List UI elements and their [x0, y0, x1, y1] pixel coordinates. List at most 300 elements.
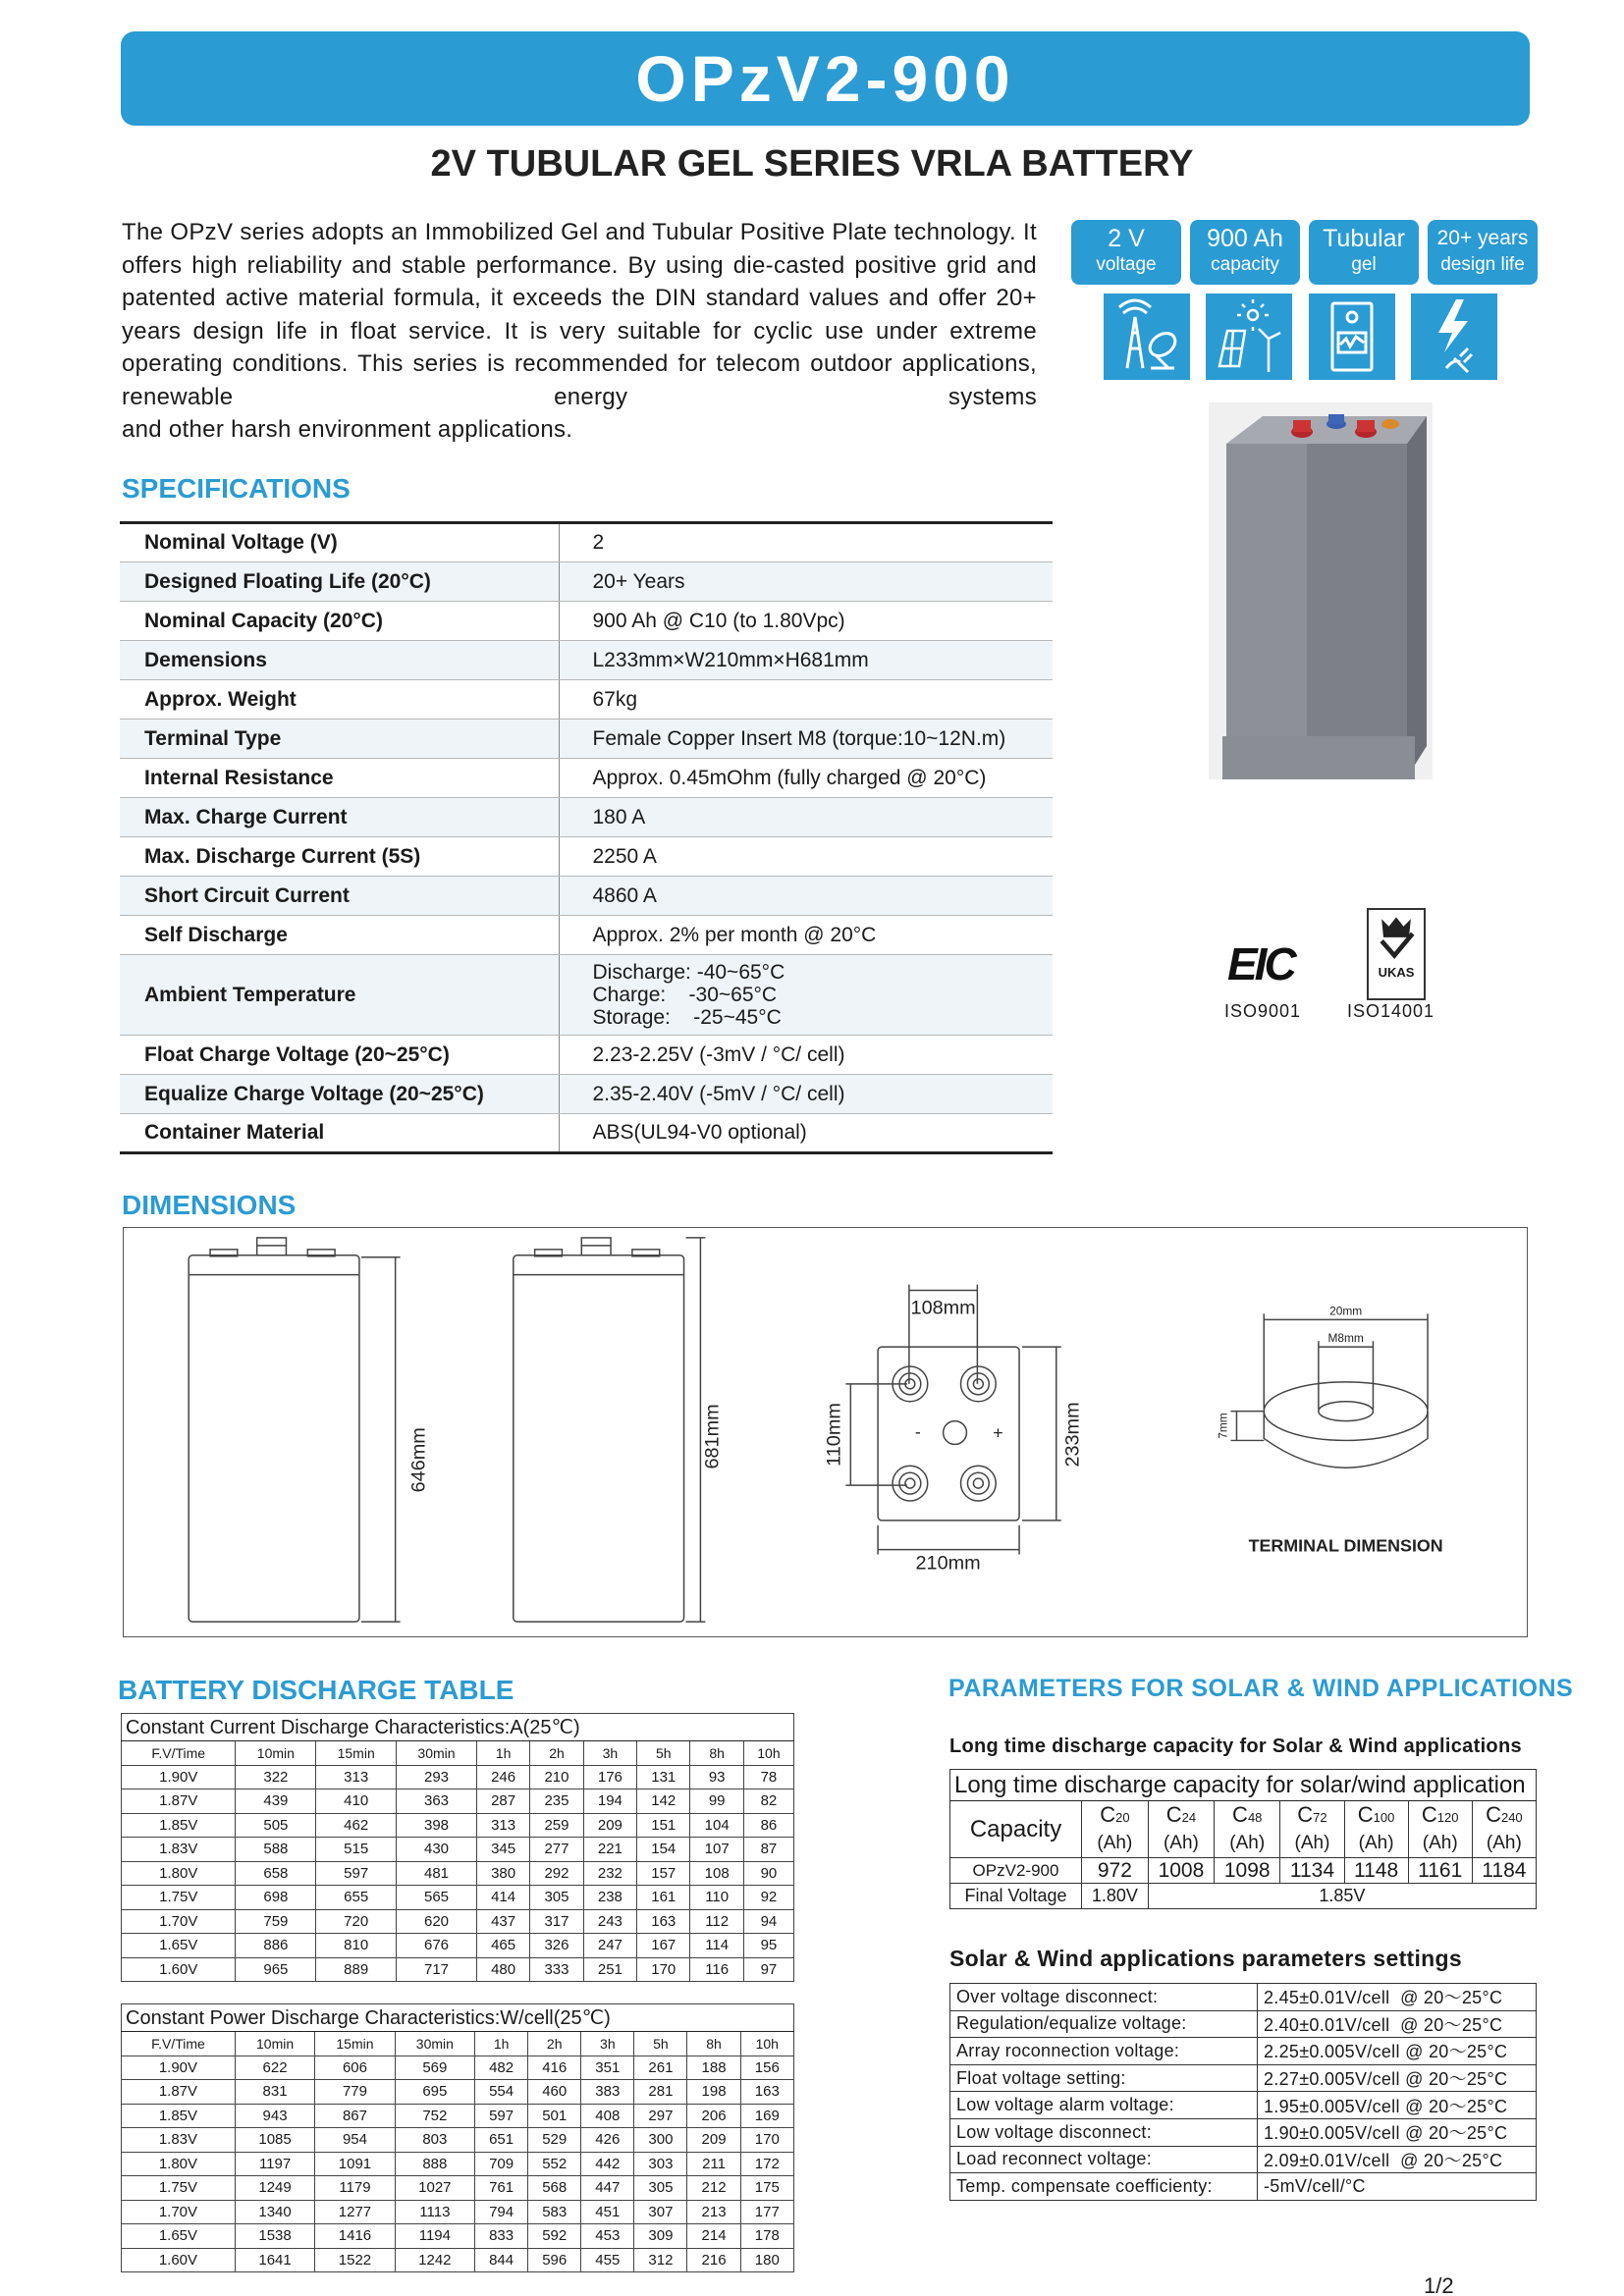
param-row	[950, 2010, 1537, 2038]
table-header: 5h	[637, 1741, 690, 1766]
dim-width: 210mm	[915, 1552, 981, 1575]
table-cell: 501	[528, 2104, 581, 2128]
table-row	[122, 1813, 794, 1838]
table-cell: 383	[581, 2080, 634, 2105]
table-header: 8h	[687, 2032, 740, 2056]
spec-row	[120, 1036, 1053, 1075]
capacity-model: OPzV2-900	[950, 1858, 1082, 1884]
table-cell: 78	[743, 1765, 793, 1789]
spec-key: Max. Charge Current	[120, 798, 559, 837]
table-cell: 194	[583, 1789, 636, 1814]
table-cell: 1194	[395, 2224, 474, 2249]
dim-depth: 233mm	[1061, 1402, 1084, 1468]
solar-wind-icon	[1206, 294, 1292, 380]
spec-value: ABS(UL94-V0 optional)	[559, 1114, 1053, 1153]
spec-key: Short Circuit Current	[120, 877, 559, 916]
table-cell: 259	[530, 1813, 583, 1838]
table-header: 10h	[740, 2032, 793, 2056]
lightning-plug-icon	[1411, 294, 1497, 380]
table-cell: 175	[740, 2176, 793, 2201]
specifications-heading: SPECIFICATIONS	[122, 473, 351, 504]
table-cell: 261	[634, 2056, 687, 2080]
table-cell: 97	[743, 1957, 793, 1982]
param-row	[950, 1984, 1537, 2011]
table-cell: 588	[236, 1838, 316, 1862]
param-value: 1.90±0.005V/cell @ 20～25°C	[1258, 2118, 1537, 2146]
table-cell: 408	[581, 2104, 634, 2128]
table-cell: 1.60V	[122, 1957, 236, 1982]
table-cell: 505	[236, 1813, 316, 1838]
table-cell: 293	[397, 1765, 477, 1789]
spec-value: 20+ Years	[559, 562, 1053, 602]
spec-key: Internal Resistance	[120, 759, 559, 798]
table-row	[122, 2128, 794, 2153]
capacity-label: Capacity	[950, 1801, 1082, 1858]
table-cell: 1.85V	[122, 2104, 236, 2128]
spec-key: Equalize Charge Voltage (20~25°C)	[120, 1075, 559, 1114]
table-cell: 597	[316, 1861, 397, 1886]
ukas-logo: UKAS	[1367, 908, 1426, 1000]
table-cell: 1.75V	[122, 2176, 236, 2201]
table-cell: 172	[740, 2152, 793, 2176]
table-cell: 455	[581, 2248, 634, 2272]
table-cell: 1249	[235, 2176, 314, 2201]
spec-row	[120, 759, 1053, 798]
table-cell: 211	[687, 2152, 740, 2176]
table-cell: 142	[637, 1789, 690, 1814]
table-cell: 1538	[235, 2224, 314, 2249]
table-cell: 439	[236, 1789, 316, 1814]
table-cell: 482	[475, 2056, 528, 2080]
table-cell: 326	[530, 1934, 583, 1958]
spec-row	[120, 680, 1053, 720]
spec-value: Approx. 2% per month @ 20°C	[559, 916, 1053, 955]
table-cell: 442	[581, 2152, 634, 2176]
table-cell: 1.87V	[122, 2080, 236, 2105]
table-cell: 844	[475, 2248, 528, 2272]
table-header: 5h	[634, 2032, 687, 2056]
table-cell: 1.65V	[122, 2224, 236, 2249]
table-cell: 698	[236, 1886, 316, 1910]
table-cell: 114	[690, 1934, 743, 1958]
feature-capacity: 900 Ah capacity	[1190, 220, 1300, 285]
dim-side-height: 110mm	[823, 1403, 845, 1467]
table-cell: 307	[634, 2200, 687, 2224]
table-row	[122, 1934, 794, 1958]
capacity-value: 1008	[1148, 1858, 1214, 1884]
table-cell: 305	[634, 2176, 687, 2201]
table-cell: 620	[397, 1909, 477, 1934]
param-key: Load reconnect voltage:	[950, 2146, 1258, 2173]
table-cell: 954	[315, 2128, 395, 2153]
table-cell: 1522	[315, 2248, 395, 2272]
param-row	[950, 2173, 1537, 2201]
table-cell: 803	[395, 2128, 474, 2153]
table-cell: 209	[583, 1813, 636, 1838]
spec-row	[120, 916, 1053, 955]
table-cell: 317	[530, 1909, 583, 1934]
table-cell: 247	[583, 1934, 636, 1958]
table-cell: 1179	[315, 2176, 395, 2201]
table-cell: 569	[395, 2056, 474, 2080]
table-header: 10h	[743, 1741, 793, 1766]
table-cell: 104	[690, 1813, 743, 1838]
table-cell: 606	[315, 2056, 395, 2080]
param-key: Over voltage disconnect:	[950, 1984, 1258, 2011]
specifications-table	[120, 521, 1053, 1154]
table-cell: 1.83V	[122, 2128, 236, 2153]
table-cell: 163	[740, 2080, 793, 2105]
spec-row	[120, 523, 1053, 562]
table-cell: 552	[528, 2152, 581, 2176]
table-cell: 695	[395, 2080, 474, 2105]
table-cell: 1.83V	[122, 1838, 236, 1862]
spec-row	[120, 798, 1053, 837]
cert-iso9001: ISO9001	[1224, 1001, 1302, 1021]
spec-value: 2250 A	[559, 837, 1053, 877]
table-cell: 209	[687, 2128, 740, 2153]
intro-paragraph: The OPzV series adopts an Immobilized Gel and Tubular Positive Plate technology. It offers high reliability and stable performance. By using die-casted positive grid and patented active material formula, it exceeds the DIN standard values and offer 20+ years design life in float service. It is very suitable for cyclic use under extreme operating conditions. This series is recommended for telecom outdoor applications, renewable energy systems	[122, 219, 1037, 410]
capacity-col: C72 (Ah)	[1280, 1801, 1344, 1858]
param-value: 2.25±0.005V/cell @ 20～25°C	[1258, 2038, 1537, 2065]
dim-top-width: 108mm	[910, 1297, 976, 1319]
table-cell: 157	[637, 1861, 690, 1886]
table-cell: 210	[530, 1765, 583, 1789]
table-cell: 87	[743, 1838, 793, 1862]
spec-key: Nominal Voltage (V)	[120, 523, 559, 562]
table-cell: 1085	[235, 2128, 314, 2153]
table-cell: 481	[397, 1861, 477, 1886]
table-cell: 451	[581, 2200, 634, 2224]
spec-value: Female Copper Insert M8 (torque:10~12N.m)	[559, 720, 1053, 759]
telecom-tower-icon	[1104, 294, 1190, 380]
table-cell: 779	[315, 2080, 395, 2105]
table-caption: Constant Current Discharge Characteristics:A(25℃)	[122, 1714, 794, 1741]
table-cell: 1.80V	[122, 2152, 236, 2176]
table-cell: 333	[530, 1957, 583, 1982]
spec-value: 2.23-2.25V (-3mV / °C/ cell)	[559, 1036, 1053, 1075]
table-cell: 287	[476, 1789, 529, 1814]
table-cell: 622	[235, 2056, 314, 2080]
solar-subheading-capacity: Long time discharge capacity for Solar & Wind applications	[949, 1735, 1522, 1757]
table-cell: 717	[397, 1957, 477, 1982]
table-cell: 1027	[395, 2176, 474, 2201]
spec-row	[120, 1075, 1053, 1114]
table-row	[122, 2056, 794, 2080]
spec-key: Designed Floating Life (20°C)	[120, 562, 559, 602]
table-cell: 292	[530, 1861, 583, 1886]
table-cell: 82	[743, 1789, 793, 1814]
solar-subheading-params: Solar & Wind applications parameters settings	[949, 1946, 1462, 1971]
table-cell: 965	[236, 1957, 316, 1982]
table-header: 15min	[316, 1741, 397, 1766]
capacity-col: C48 (Ah)	[1215, 1801, 1280, 1858]
table-row	[122, 2248, 794, 2272]
table-row	[122, 1886, 794, 1910]
table-cell: 437	[476, 1909, 529, 1934]
final-voltage-first: 1.80V	[1082, 1884, 1149, 1909]
table-cell: 462	[316, 1813, 397, 1838]
table-header: F.V/Time	[122, 2032, 236, 2056]
control-cabinet-icon	[1309, 294, 1395, 380]
table-header: 1h	[476, 1741, 529, 1766]
table-header: 2h	[528, 2032, 581, 2056]
spec-value: 180 A	[559, 798, 1053, 837]
param-value: 2.45±0.01V/cell @ 20～25°C	[1258, 1984, 1537, 2011]
table-cell: 213	[687, 2200, 740, 2224]
table-cell: 554	[475, 2080, 528, 2105]
spec-key: Max. Discharge Current (5S)	[120, 837, 559, 877]
table-cell: 281	[634, 2080, 687, 2105]
table-cell: 86	[743, 1813, 793, 1838]
spec-key: Approx. Weight	[120, 680, 559, 720]
dim-height-2: 681mm	[701, 1404, 724, 1469]
capacity-col: C240 (Ah)	[1472, 1801, 1536, 1858]
table-cell: 752	[395, 2104, 474, 2128]
table-cell: 1.70V	[122, 1909, 236, 1934]
capacity-value: 1161	[1408, 1858, 1472, 1884]
table-cell: 131	[637, 1765, 690, 1789]
spec-value: L233mm×W210mm×H681mm	[559, 641, 1053, 680]
table-cell: 246	[476, 1765, 529, 1789]
dimensions-drawing	[123, 1227, 1528, 1637]
capacity-value: 1098	[1215, 1858, 1280, 1884]
table-cell: 232	[583, 1861, 636, 1886]
table-cell: 651	[475, 2128, 528, 2153]
table-cell: 112	[690, 1909, 743, 1934]
param-key: Float voltage setting:	[950, 2064, 1258, 2092]
table-row	[122, 2224, 794, 2249]
table-cell: 414	[476, 1886, 529, 1910]
param-value: -5mV/cell/°C	[1258, 2173, 1537, 2201]
table-cell: 709	[475, 2152, 528, 2176]
spec-key: Float Charge Voltage (20~25°C)	[120, 1036, 559, 1075]
table-row	[122, 1838, 794, 1862]
table-row	[122, 2104, 794, 2128]
battery-photo	[1209, 402, 1433, 779]
table-cell: 1113	[395, 2200, 474, 2224]
table-cell: 167	[637, 1934, 690, 1958]
table-cell: 176	[583, 1765, 636, 1789]
table-cell: 94	[743, 1909, 793, 1934]
table-cell: 297	[634, 2104, 687, 2128]
table-cell: 305	[530, 1886, 583, 1910]
table-cell: 177	[740, 2200, 793, 2224]
page-number: 1/2	[1424, 2273, 1454, 2296]
feature-voltage: 2 V voltage	[1071, 220, 1181, 285]
table-cell: 99	[690, 1789, 743, 1814]
solar-capacity-table	[949, 1769, 1537, 1909]
table-cell: 1242	[395, 2248, 474, 2272]
table-cell: 831	[235, 2080, 314, 2105]
constant-current-table	[121, 1713, 794, 1982]
final-voltage-label: Final Voltage	[950, 1884, 1082, 1909]
table-cell: 154	[637, 1838, 690, 1862]
discharge-heading: BATTERY DISCHARGE TABLE	[118, 1675, 514, 1705]
spec-row	[120, 720, 1053, 759]
table-cell: 1197	[235, 2152, 314, 2176]
table-cell: 1641	[235, 2248, 314, 2272]
table-cell: 170	[740, 2128, 793, 2153]
terminal-plus: +	[993, 1422, 1003, 1443]
table-cell: 1.90V	[122, 2056, 236, 2080]
table-header: 3h	[583, 1741, 636, 1766]
table-cell: 156	[740, 2056, 793, 2080]
table-cell: 188	[687, 2056, 740, 2080]
capacity-col: C24 (Ah)	[1148, 1801, 1214, 1858]
table-cell: 116	[690, 1957, 743, 1982]
table-cell: 515	[316, 1838, 397, 1862]
table-row	[122, 1957, 794, 1982]
table-cell: 1.60V	[122, 2248, 236, 2272]
intro-paragraph-end: and other harsh environment applications.	[122, 416, 573, 443]
dim-terminal-inner: M8mm	[1327, 1331, 1364, 1346]
subtitle: 2V TUBULAR GEL SERIES VRLA BATTERY	[430, 143, 1194, 185]
param-key: Low voltage disconnect:	[950, 2118, 1258, 2146]
table-cell: 460	[528, 2080, 581, 2105]
table-cell: 426	[581, 2128, 634, 2153]
spec-key: Container Material	[120, 1114, 559, 1153]
table-cell: 235	[530, 1789, 583, 1814]
table-cell: 108	[690, 1861, 743, 1886]
table-cell: 658	[236, 1861, 316, 1886]
spec-row	[120, 877, 1053, 916]
spec-value: 2.35-2.40V (-5mV / °C/ cell)	[559, 1075, 1053, 1114]
capacity-value: 1134	[1280, 1858, 1344, 1884]
dim-terminal-outer: 20mm	[1329, 1304, 1363, 1318]
table-cell: 568	[528, 2176, 581, 2201]
table-cell: 206	[687, 2104, 740, 2128]
table-row	[122, 2176, 794, 2201]
table-cell: 303	[634, 2152, 687, 2176]
spec-key: Nominal Capacity (20°C)	[120, 602, 559, 641]
spec-value: Approx. 0.45mOhm (fully charged @ 20°C)	[559, 759, 1053, 798]
table-cell: 363	[397, 1789, 477, 1814]
table-header: 1h	[475, 2032, 528, 2056]
dimensions-heading: DIMENSIONS	[122, 1190, 297, 1220]
table-cell: 430	[397, 1838, 477, 1862]
param-row	[950, 2118, 1537, 2146]
table-header: 3h	[581, 2032, 634, 2056]
param-value: 1.95±0.005V/cell @ 20～25°C	[1258, 2092, 1537, 2119]
param-value: 2.27±0.005V/cell @ 20～25°C	[1258, 2064, 1537, 2092]
table-cell: 169	[740, 2104, 793, 2128]
table-header: 8h	[690, 1741, 743, 1766]
table-cell: 277	[530, 1838, 583, 1862]
table-cell: 212	[687, 2176, 740, 2201]
table-row	[122, 1765, 794, 1789]
table-cell: 529	[528, 2128, 581, 2153]
feature-tubular: Tubular gel	[1309, 220, 1419, 285]
spec-key: Ambient Temperature	[120, 955, 559, 1036]
final-voltage-rest: 1.85V	[1148, 1884, 1536, 1909]
capacity-value: 1184	[1472, 1858, 1536, 1884]
spec-key: Self Discharge	[120, 916, 559, 955]
table-cell: 867	[315, 2104, 395, 2128]
table-cell: 447	[581, 2176, 634, 2201]
table-cell: 761	[475, 2176, 528, 2201]
terminal-minus: -	[914, 1421, 921, 1442]
param-value: 2.09±0.01V/cell @ 20～25°C	[1258, 2146, 1537, 2173]
table-row	[122, 1789, 794, 1814]
table-cell: 453	[581, 2224, 634, 2249]
table-cell: 465	[476, 1934, 529, 1958]
constant-power-table	[121, 2003, 794, 2272]
table-cell: 480	[476, 1957, 529, 1982]
table-cell: 888	[395, 2152, 474, 2176]
capacity-caption: Long time discharge capacity for solar/wind application	[950, 1770, 1537, 1801]
param-row	[950, 2064, 1537, 2092]
spec-row	[120, 641, 1053, 680]
spec-value: 2	[559, 523, 1053, 562]
table-cell: 313	[476, 1813, 529, 1838]
table-row	[122, 1909, 794, 1934]
table-caption: Constant Power Discharge Characteristics:W/cell(25℃)	[122, 2004, 794, 2032]
capacity-value: 972	[1082, 1858, 1149, 1884]
table-cell: 90	[743, 1861, 793, 1886]
param-key: Array roconnection voltage:	[950, 2038, 1258, 2065]
table-cell: 180	[740, 2248, 793, 2272]
table-cell: 110	[690, 1886, 743, 1910]
table-cell: 1340	[235, 2200, 314, 2224]
title-banner: OPzV2-900	[121, 31, 1530, 126]
table-cell: 1.70V	[122, 2200, 236, 2224]
param-row	[950, 2092, 1537, 2119]
table-cell: 759	[236, 1909, 316, 1934]
dim-terminal-height: 7mm	[1216, 1413, 1230, 1439]
table-cell: 810	[316, 1934, 397, 1958]
table-row	[122, 1861, 794, 1886]
cert-iso14001: ISO14001	[1347, 1001, 1435, 1021]
spec-row	[120, 837, 1053, 877]
table-cell: 886	[236, 1934, 316, 1958]
spec-row	[120, 602, 1053, 641]
param-key: Temp. compensate coefficienty:	[950, 2173, 1258, 2201]
table-cell: 221	[583, 1838, 636, 1862]
table-header: 2h	[530, 1741, 583, 1766]
table-cell: 410	[316, 1789, 397, 1814]
capacity-col: C120 (Ah)	[1408, 1801, 1472, 1858]
param-row	[950, 2038, 1537, 2065]
table-cell: 596	[528, 2248, 581, 2272]
table-cell: 345	[476, 1838, 529, 1862]
table-cell: 943	[235, 2104, 314, 2128]
param-key: Low voltage alarm voltage:	[950, 2092, 1258, 2119]
spec-key: Demensions	[120, 641, 559, 680]
table-cell: 178	[740, 2224, 793, 2249]
table-cell: 889	[316, 1957, 397, 1982]
spec-value: 900 Ah @ C10 (to 1.80Vpc)	[559, 602, 1053, 641]
param-key: Regulation/equalize voltage:	[950, 2010, 1258, 2038]
table-cell: 1416	[315, 2224, 395, 2249]
spec-row	[120, 955, 1053, 1036]
table-cell: 92	[743, 1886, 793, 1910]
table-cell: 1.85V	[122, 1813, 236, 1838]
table-cell: 309	[634, 2224, 687, 2249]
table-cell: 163	[637, 1909, 690, 1934]
table-cell: 312	[634, 2248, 687, 2272]
table-cell: 597	[475, 2104, 528, 2128]
table-cell: 95	[743, 1934, 793, 1958]
spec-value: 4860 A	[559, 877, 1053, 916]
table-row	[122, 2080, 794, 2105]
table-cell: 322	[236, 1765, 316, 1789]
table-cell: 351	[581, 2056, 634, 2080]
feature-design-life: 20+ years design life	[1428, 220, 1538, 285]
table-cell: 833	[475, 2224, 528, 2249]
table-cell: 170	[637, 1957, 690, 1982]
table-cell: 1277	[315, 2200, 395, 2224]
